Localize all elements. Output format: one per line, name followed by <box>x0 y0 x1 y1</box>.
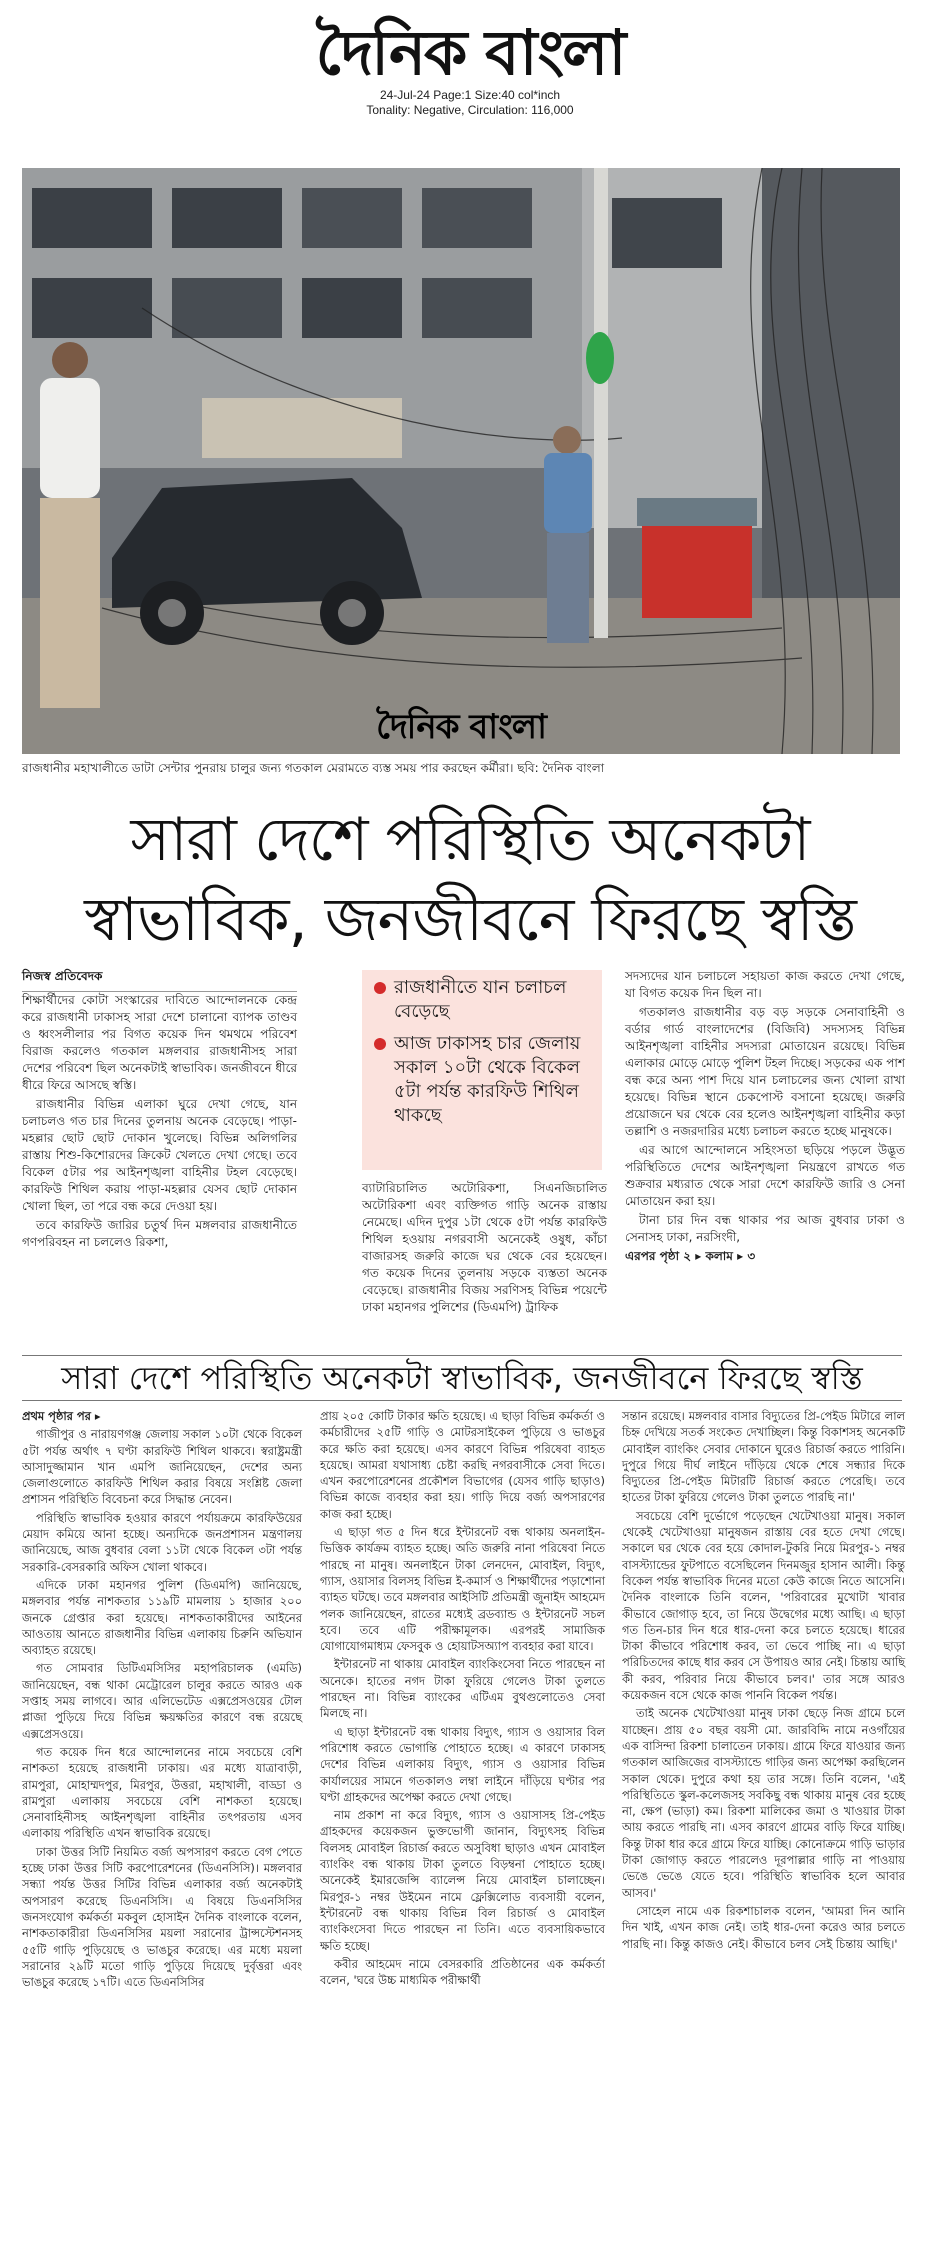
paragraph: প্রায় ২০৫ কোটি টাকার ক্ষতি হয়েছে। এ ছাড়া বিভিন্ন কর্মকর্তা ও কর্মচারীদের ২৫টি গাড়ি ও মোটরসাইকেল পুড়িয়ে ও ভাঙচুর করে ক্ষতি করা হয়েছে। এসব কারণে বিভিন্ন পরিষেবা ব্যাহত হয়েছে। আমরা যথাসাধ্য চেষ্টা করছি নগরবাসীকে সেবা দিতে। এখন করপোরেশনের প্রকৌশল বিভাগের (যেসব গাড়ি ছাড়াও) বিভিন্ন কাজে ব্যবহার করা হয়। গাড়ি দিয়ে বর্জ্য অপসারণের কাজ করা হচ্ছে। <box>320 1409 605 1521</box>
highlight-item: রাজধানীতে যান চলাচল বেড়েছে <box>374 976 590 1024</box>
main-headline <box>30 800 910 960</box>
paragraph: শিক্ষার্থীদের কোটা সংস্কারের দাবিতে আন্দোলনকে কেন্দ্র করে রাজধানী ঢাকাসহ সারা দেশে চালানো ব্যাপক তাণ্ডব ও ধ্বংসলীলার পর বিগত কয়েক দিন থমথমে পরিবেশ বিরাজ করলেও গতকাল মঙ্গলবার রাজধানীসহ সারা দেশের পরিবেশ ছিল অনেকটাই স্বাভাবিক। জনজীবনে ধীরে ধীরে ফিরে আসছে স্বস্তি। <box>22 993 297 1092</box>
date-line: 24-Jul-24 Page:1 Size:40 col*inch <box>379 88 561 102</box>
newspaper-logo: দৈনিক বাংলা <box>315 16 625 89</box>
continued-label: প্রথম পৃষ্ঠার পর ▸ <box>22 1409 101 1423</box>
paragraph: গতকালও রাজধানীর বড় বড় সড়কে সেনাবাহিনী ও বর্ডার গার্ড বাংলাদেশের (বিজিবি) সদস্যসহ বিভিন্ন আইনশৃঙ্খলা বাহিনীর সদস্যরা মোতায়েন রয়েছে। বিভিন্ন এলাকার মোড়ে মোড়ে পুলিশ টহল দিচ্ছে। সড়কের এক পাশ বন্ধ করে অন্য পাশ দিয়ে যান চলাচলের জন্য খোলা রাখা হয়েছে। বিভিন্ন স্থানে চেকপোস্ট বসানো হয়েছে। জরুরি প্রয়োজনে ঘর থেকে বের হলেও আইনশৃঙ্খলা বাহিনীর কড়া তল্লাশি ও নজরদারির মধ্যে চলাচল করতে হচ্ছে মানুষকে। <box>625 1005 905 1138</box>
continuation-headline: সারা দেশে পরিস্থিতি অনেকটা স্বাভাবিক, জনজীবনে ফিরছে স্বস্তি <box>22 1355 902 1401</box>
paragraph: নাম প্রকাশ না করে বিদ্যুৎ, গ্যাস ও ওয়াসাসহ প্রি-পেইড গ্রাহকদের কয়েকজন ভুক্তভোগী জানান, বিদ্যুৎসহ বিভিন্ন বিলসহ মোবাইল রিচার্জ করতে অসুবিধা ছাড়াও এখন মোবাইল ব্যাংকিং বন্ধ থাকায় টাকা তুলতে বিড়ম্বনা পোহাতে হচ্ছে। অনেকেই ইমারজেন্সি ব্যালেন্স নিয়ে মোবাইল চালাচ্ছেন। মিরপুর-১ নম্বর উইমেন নামে ফ্লেক্সিলোড ব্যবসায়ী বলেন, ইন্টারনেট বন্ধ থাকায় বিভিন্ন বিল রিচার্জ ও মোবাইল ব্যাংকিংসেবা দিতে পারছেন না তিনি। এতে ব্যবসায়িকভাবে ক্ষতি হচ্ছে। <box>320 1808 605 1953</box>
front-column-3 <box>625 968 905 1267</box>
byline: নিজস্ব প্রতিবেদক <box>22 968 297 992</box>
tonality-line: Tonality: Negative, Circulation: 116,000 <box>366 103 574 117</box>
paragraph: টানা চার দিন বন্ধ থাকার পর আজ বুধবার ঢাকা ও সেনাসহ ঢাকা, নরসিংদী, <box>625 1213 905 1244</box>
paragraph: রাজধানীর বিভিন্ন এলাকা ঘুরে দেখা গেছে, যান চলাচলও গত চার দিনের তুলনায় অনেক বেড়েছে। পাড়া-মহল্লার ছোট ছোট দোকান খুলেছে। বিভিন্ন অলিগলির রাস্তায় শিশু-কিশোরদের ক্রিকেট খেলতে দেখা গেছে। তবে বিকেল ৫টার পর আইনশৃঙ্খলা বাহিনীর টহল বেড়েছে। কারফিউ শিথিল করায় পাড়া-মহল্লার যেসব ছোট দোকান খোলা ছিল, তা পরে বন্ধ করে দেওয়া হয়। <box>22 1097 297 1213</box>
paragraph: এ ছাড়া গত ৫ দিন ধরে ইন্টারনেট বন্ধ থাকায় অনলাইন-ভিত্তিক কার্যক্রম ব্যাহত হচ্ছে। অতি জরুরি নানা পরিষেবা নিতে পারছে না মানুষ। অনলাইনে টাকা লেনদেন, মোবাইল, বিদ্যুৎ, গ্যাস, ওয়াসার বিলসহ বিভিন্ন ই-কমার্স ও শিক্ষার্থীদের পড়াশোনা ব্যাহত ঘটছে। তবে মঙ্গলবার আইসিটি প্রতিমন্ত্রী জুনাইদ আহমেদ পলক জানিয়েছেন, রাতের মধ্যেই ব্রডব্যান্ড ও ইন্টারনেট সচল হবে। তবে এটি পরীক্ষামূলক। এরপরই সামাজিক যোগাযোগমাধ্যম ফেসবুক ও হোয়াটসঅ্যাপ ব্যবহার করা যাবে। <box>320 1525 605 1654</box>
paragraph: কবীর আহমেদ নামে বেসরকারি প্রতিষ্ঠানের এক কর্মকর্তা বলেন, 'ঘরে উচ্চ মাধ্যমিক পরীক্ষার্থী <box>320 1956 605 1988</box>
paragraph: সবচেয়ে বেশি দুর্ভোগে পড়েছেন খেটেখাওয়া মানুষ। সকাল থেকেই খেটেখাওয়া মানুষজন রাস্তায় বের হতে দেখা গেছে। সকালে ঘর থেকে বের হয়ে কোদাল-টুকরি নিয়ে মিরপুর-১ নম্বর বাসস্ট্যান্ডের ফুটপাতে বসেছিলেন দিনমজুর হাসান আলী। কিন্তু বিকেল পর্যন্ত স্বাভাবিক দিনের মতো কেউ কাজে নিতে আসেনি। দৈনিক বাংলাকে তিনি বলেন, 'পরিবারের মুখোটা খাবার কীভাবে জোগাড় হবে, তা নিয়ে উদ্বেগের মধ্যে আছি। এ ছাড়া গত তিন-চার দিন ধরে ধার-দেনা করে চলতে হয়েছে। ধারের টাকা কীভাবে পরিশোধ করব, তা ভেবে পাচ্ছি না। এ ছাড়া পরিচিতদের কাছে ধার করব সে উপায়ও আর নেই। চিন্তায় আছি কী করব, পরিবার নিয়ে কীভাবে চলব।' তার সঙ্গে আরও কয়েকজন বসে থেকে কাজ পাননি বিকেল পর্যন্ত। <box>622 1508 905 1703</box>
highlight-item: আজ ঢাকাসহ চার জেলায় সকাল ১০টা থেকে বিকেল ৫টা পর্যন্ত কারফিউ শিথিল থাকছে <box>374 1032 590 1128</box>
paragraph: পরিস্থিতি স্বাভাবিক হওয়ার কারণে পর্যায়ক্রমে কারফিউয়ের মেয়াদ কমিয়ে আনা হচ্ছে। অন্যদিকে জনপ্রশাসন মন্ত্রণালয় জানিয়েছে, আজ বুধবার বেলা ১১টা থেকে বিকেল ৩টা পর্যন্ত সরকারি-বেসরকারি অফিস খোলা থাকবে। <box>22 1510 302 1574</box>
page2-column-3 <box>622 1408 905 1954</box>
paragraph: গত সোমবার ডিটিএমসিসির মহাপরিচালক (এমডি) জানিয়েছেন, বন্ধ থাকা মেট্রোরেল চালুর করতে আরও এক সপ্তাহ সময় লাগবে। আর এলিভেটেড এক্সপ্রেসওয়ের টোল প্লাজা পুড়িয়ে দিয়ে বিভিন্ন ক্ষয়ক্ষতির কারণে বন্ধ রয়েছে এক্সপ্রেসওয়ে। <box>22 1661 302 1741</box>
photo-caption: রাজধানীর মহাখালীতে ডাটা সেন্টার পুনরায় চালুর জন্য গতকাল মেরামতে ব্যস্ত সময় পার করছেন কর্মীরা। ছবি: দৈনিক বাংলা <box>22 761 605 775</box>
paragraph: গত কয়েক দিন ধরে আন্দোলনের নামে সবচেয়ে বেশি নাশকতা হয়েছে রাজধানী ঢাকায়। এর মধ্যে যাত্রাবাড়ী, রামপুরা, মোহাম্মদপুর, মিরপুর, উত্তরা, মহাখালী, বাড্ডা ও রামপুরা এলাকায় সবচেয়ে বেশি নাশকতা হয়েছে। সেনাবাহিনীসহ আইনশৃঙ্খলা বাহিনীর তৎপরতায় এসব এলাকায় পরিস্থিতি এখন স্বাভাবিক রয়েছে। <box>22 1744 302 1841</box>
paragraph: ঢাকা উত্তর সিটি নিয়মিত বর্জ্য অপসারণ করতে বেগ পেতে হচ্ছে ঢাকা উত্তর সিটি করপোরেশনের (ডিএনসিসি)। মঙ্গলবার সন্ধ্যা পর্যন্ত উত্তর সিটির বিভিন্ন এলাকার বর্জ্য অনেকটাই অপসারণ করেছে ডিএনসিসি। এ বিষয়ে ডিএনসিসির জনসংযোগ কর্মকর্তা মকবুল হোসাইন দৈনিক বাংলাকে বলেন, নাশকতাকারীরা ডিএনসিসির ময়লা সরানোর ট্রান্সস্টেশনসহ ৫৫টি গাড়ি পুড়িয়েছে ও ভাঙচুর করেছে। এর মধ্যে ময়লা সরানোর ২৯টি মতো গাড়ি পুড়িয়ে দিয়েছে দুর্বৃত্তরা এবং ভাঙচুর করেছে ১৭টি। এতে ডিএনসিসির <box>22 1844 302 1990</box>
paragraph: এদিকে ঢাকা মহানগর পুলিশ (ডিএমপি) জানিয়েছে, মঙ্গলবার পর্যন্ত নাশকতার ১১৯টি মামলায় ১ হাজার ২০০ জনকে গ্রেপ্তার করা হয়েছে। নাশকতাকারীদের আইনের আওতায় আনতে রাজধানীর বিভিন্ন এলাকায় চিরুনি অভিযান অব্যাহত রয়েছে। <box>22 1577 302 1658</box>
paragraph: তবে কারফিউ জারির চতুর্থ দিন মঙ্গলবার রাজধানীতে গণপরিবহন না চললেও রিকশা, <box>22 1218 297 1249</box>
paragraph: তাই অনেক খেটেখাওয়া মানুষ ঢাকা ছেড়ে নিজ গ্রামে চলে যাচ্ছেন। প্রায় ৫০ বছর বয়সী মো. জারবিদ্দি নামে নওগাঁয়ের এক বাসিন্দা রিকশা চালাতেন ঢাকায়। গ্রামে ফিরে যাওয়ার জন্য গতকাল আজিজের বাসস্ট্যান্ডে গাড়ির জন্য অপেক্ষা করছিলেন সকাল থেকে। দুপুরে কথা হয় তার সঙ্গে। তিনি বলেন, 'এই পরিস্থিতিতে স্কুল-কলেজসহ সবকিছু বন্ধ থাকায় মানুষ বের হচ্ছে না, ক্ষেপ (ভাড়া) কম। রিকশা মালিকের জমা ও খাওয়ার টাকা আয় করতে পারছি না। এসব কারণে গ্রামের বাড়ি ফিরে যাচ্ছি। কিন্তু টাকা ধার করে গ্রামে ফিরে যাচ্ছি। কোনোক্রমে গাড়ি ভাড়ার টাকা জোগাড় করতে পারলেও দূরপাল্লার গাড়ি না পাওয়ায় ভেঙে ভেঙে যেতে হবে। পরিস্থিতি স্বাভাবিক হলে আবার আসব।' <box>622 1706 906 1900</box>
paragraph: ইন্টারনেট না থাকায় মোবাইল ব্যাংকিংসেবা নিতে পারছেন না অনেকে। হাতের নগদ টাকা ফুরিয়ে গেলেও টাকা তুলতে পারছেন না। বিভিন্ন ব্যাংকের এটিএম বুথগুলোতেও সেবা মিলছে না। <box>320 1657 605 1721</box>
highlight-box <box>362 970 602 1170</box>
paragraph: সন্তান রয়েছে। মঙ্গলবার বাসার বিদ্যুতের প্রি-পেইড মিটারে লাল চিহ্ন দেখিয়ে সতর্ক সংকেত দেখাচ্ছিল। কিন্তু বিকাশসহ অনেকটি মোবাইল ব্যাংকিং সেবার দোকানে ঘুরেও রিচার্জ করতে পারিনি। দুপুরে গিয়ে দীর্ঘ লাইনে দাঁড়িয়ে থেকে শেষে সন্ধ্যার দিকে বিদ্যুতের প্রি-পেইড মিটারটি রিচার্জ করতে পেরেছি। তবে হাতের টাকা ফুরিয়ে গেলেও টাকা তুলতে পারছি না।' <box>622 1409 905 1505</box>
red-bullet-icon <box>374 982 386 994</box>
red-bullet-icon <box>374 1038 386 1050</box>
headline-line-2: স্বাভাবিক, জনজীবনে ফিরছে স্বস্তি <box>84 885 856 955</box>
paragraph: গাজীপুর ও নারায়ণগঞ্জ জেলায় সকাল ১০টা থেকে বিকেল ৫টা পর্যন্ত অর্থাৎ ৭ ঘণ্টা কারফিউ শিথিল থাকবে। স্বরাষ্ট্রমন্ত্রী আসাদুজ্জামান খান এমপি জানিয়েছেন, দেশের অন্য জেলাগুলোতে কারফিউ শিথিল করার বিষয়ে সংশ্লিষ্ট জেলা প্রশাসন পরিস্থিতি বিবেচনা করে সিদ্ধান্ত নেবেন। <box>22 1427 302 1507</box>
page2-column-1 <box>22 1408 302 1992</box>
paragraph: এ ছাড়া ইন্টারনেট বন্ধ থাকায় বিদ্যুৎ, গ্যাস ও ওয়াসার বিল পরিশোধ করতে ভোগান্তি পোহাতে হচ্ছে। এ কারণে ঢাকাসহ দেশের বিভিন্ন এলাকায় বিদ্যুৎ, গ্যাস ও ওয়াসার বিভিন্ন কার্যালয়ের সামনে গতকালও লম্বা লাইনে দাঁড়িয়ে ঘণ্টার পর ঘণ্টা গ্রাহকদের অপেক্ষা করতে দেখা গেছে। <box>320 1724 605 1804</box>
paragraph: সোহেল নামে এক রিকশাচালক বলেন, 'আমরা দিন আনি দিন খাই, এখন কাজ নেই। তাই ধার-দেনা করেও আর চলতে পারছি না। কিন্তু কাজও নেই। কীভাবে চলব সেই চিন্তায় আছি।' <box>622 1903 905 1951</box>
paragraph: ব্যাটারিচালিত অটোরিকশা, সিএনজিচালিত অটোরিকশা এবং ব্যক্তিগত গাড়ি অনেক রাস্তায় নেমেছে। এদিন দুপুর ১টা থেকে ৫টা পর্যন্ত কারফিউ শিথিল হওয়ায় নগরবাসী অনেকেই ওষুধ, কাঁচা বাজারসহ জরুরি কাজে ঘর থেকে বের হয়েছেন। গত কয়েক দিনের তুলনায় সড়কে ব্যস্ততা অনেক বেড়েছে। রাজধানীর বিজয় সরণিসহ বিভিন্ন পয়েন্টে ঢাকা মহানগর পুলিশের (ডিএমপি) ট্রাফিক <box>362 1181 607 1314</box>
headline-line-1: সারা দেশে পরিস্থিতি অনেকটা <box>130 805 810 875</box>
front-column-1 <box>22 992 297 1253</box>
jump-line: এরপর পৃষ্ঠা ২ ▸ কলাম ▸ ৩ <box>625 1249 756 1263</box>
page2-column-2 <box>320 1408 605 1990</box>
news-photo <box>22 168 900 754</box>
front-column-2 <box>362 1180 607 1318</box>
paragraph: সদস্যদের যান চলাচলে সহায়তা কাজ করতে দেখা গেছে, যা বিগত কয়েক দিন ছিল না। <box>625 969 905 1000</box>
paragraph: এর আগে আন্দোলনে সহিংসতা ছড়িয়ে পড়লে উদ্ভূত পরিস্থিতিতে দেশের আইনশৃঙ্খলা নিয়ন্ত্রণে রাখতে গত শুক্রবার মধ্যরাত থেকে সারা দেশে কারফিউ জারি ও সেনা মোতায়েন করা হয়। <box>625 1143 905 1208</box>
masthead <box>0 18 940 118</box>
photo-watermark: দৈনিক বাংলা <box>376 707 546 747</box>
